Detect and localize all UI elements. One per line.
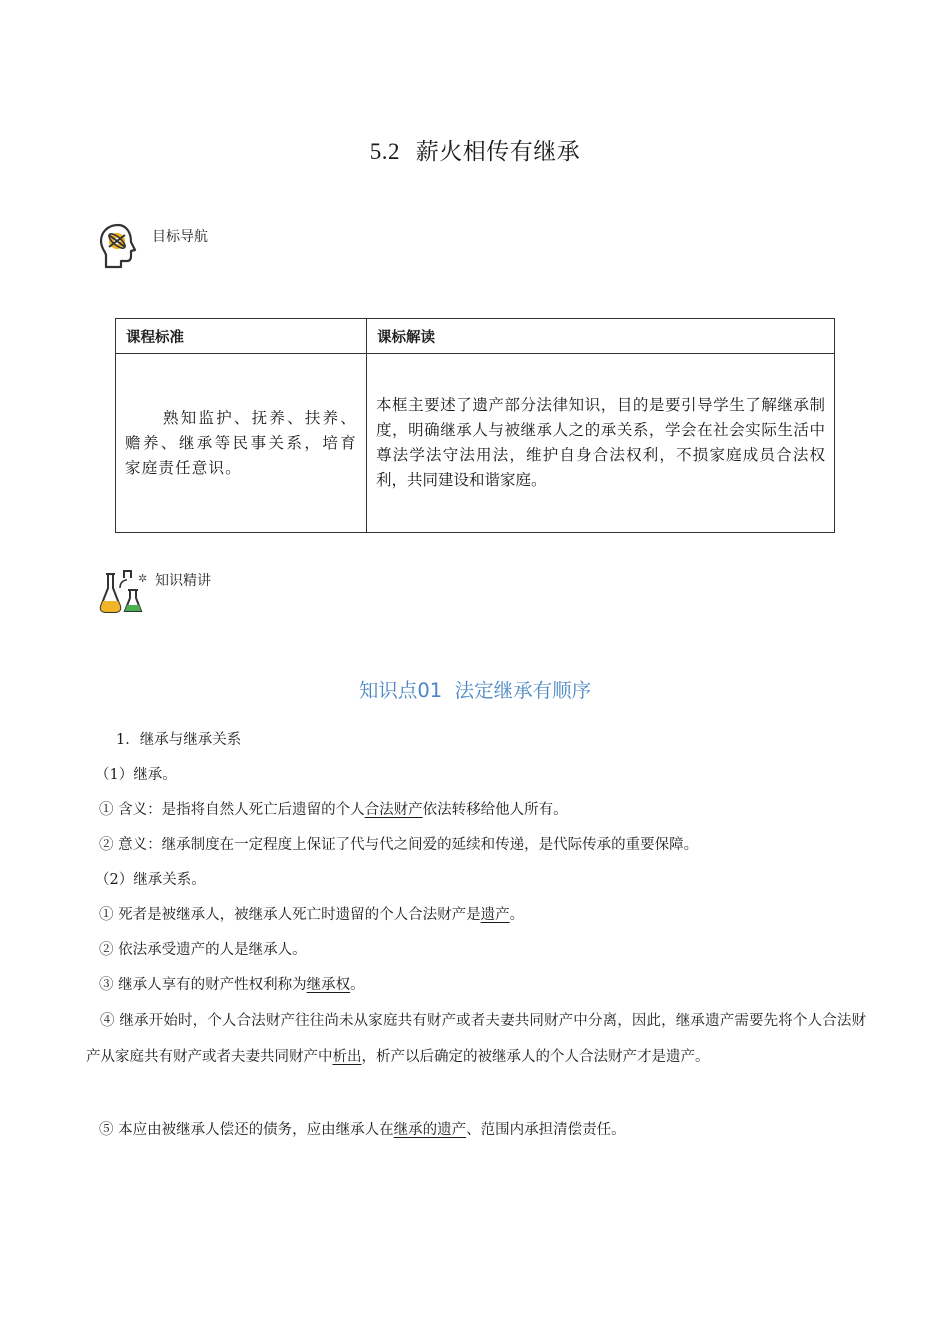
page-title — [0, 133, 950, 166]
item-inheritance-right: ③ 继承人享有的财产性权利称为继承权。 — [99, 977, 365, 993]
item-significance: ② 意义：继承制度在一定程度上保证了代与代之间爱的延续和传递，是代际传承的重要保障。 — [99, 837, 699, 853]
head-gear-icon — [98, 222, 140, 270]
item-deceased: ① 死者是被继承人，被继承人死亡时遗留的个人合法财产是遗产。 — [99, 907, 525, 923]
knowledge-label: 知识精讲 — [155, 573, 211, 589]
title-number: 5.2 — [369, 139, 400, 164]
table-header-interpretation: 课标解读 — [367, 319, 835, 354]
underlined-term: 遗产 — [480, 907, 510, 923]
standards-table — [115, 318, 835, 533]
item-property-separation: ④ 继承开始时，个人合法财产往往尚未从家庭共有财产或者夫妻共同财产中分离，因此，继承遗产需要先将个人合法财产从家庭共有财产或者夫妻共同财产中析出，析产以后确定的被继承人的个人合法财产才是遗产。 — [86, 1013, 866, 1065]
underlined-term: 析出 — [332, 1049, 362, 1065]
table-header-standard: 课程标准 — [116, 319, 367, 354]
sparkle-icon: ✲ — [138, 572, 148, 585]
goal-nav-label: 目标导航 — [152, 229, 208, 245]
underlined-term: 合法财产 — [364, 802, 423, 818]
knowledge-point-title: 知识点01 法定继承有顺序 — [358, 679, 592, 702]
item-heir: ② 依法承受遗产的人是继承人。 — [99, 942, 307, 958]
item-debt: ⑤ 本应由被继承人偿还的债务，应由继承人在继承的遗产、范围内承担清偿责任。 — [99, 1122, 626, 1138]
sub-heading-relation: （2）继承关系。 — [95, 872, 206, 888]
underlined-term: 继承权 — [306, 977, 351, 993]
sub-heading-inheritance: （1）继承。 — [95, 767, 177, 783]
title-text: 薪火相传有继承 — [415, 139, 581, 165]
underlined-term: 继承的遗产 — [393, 1122, 467, 1138]
heading-inheritance: 1．继承与继承关系 — [116, 732, 242, 748]
item-meaning-definition: ① 含义：是指将自然人死亡后遗留的个人合法财产依法转移给他人所有。 — [99, 802, 568, 818]
standard-text: 熟知监护、抚养、扶养、赡养、继承等民事关系，培育家庭责任意识。 — [116, 354, 367, 533]
interpretation-text: 本框主要述了遗产部分法律知识，目的是要引导学生了解继承制度，明确继承人与被继承人之的承关系，学会在社会实际生活中尊法学法守法用法，维护自身合法权利，不损家庭成员合法权利，共同建设和谐家庭。 — [367, 354, 835, 533]
